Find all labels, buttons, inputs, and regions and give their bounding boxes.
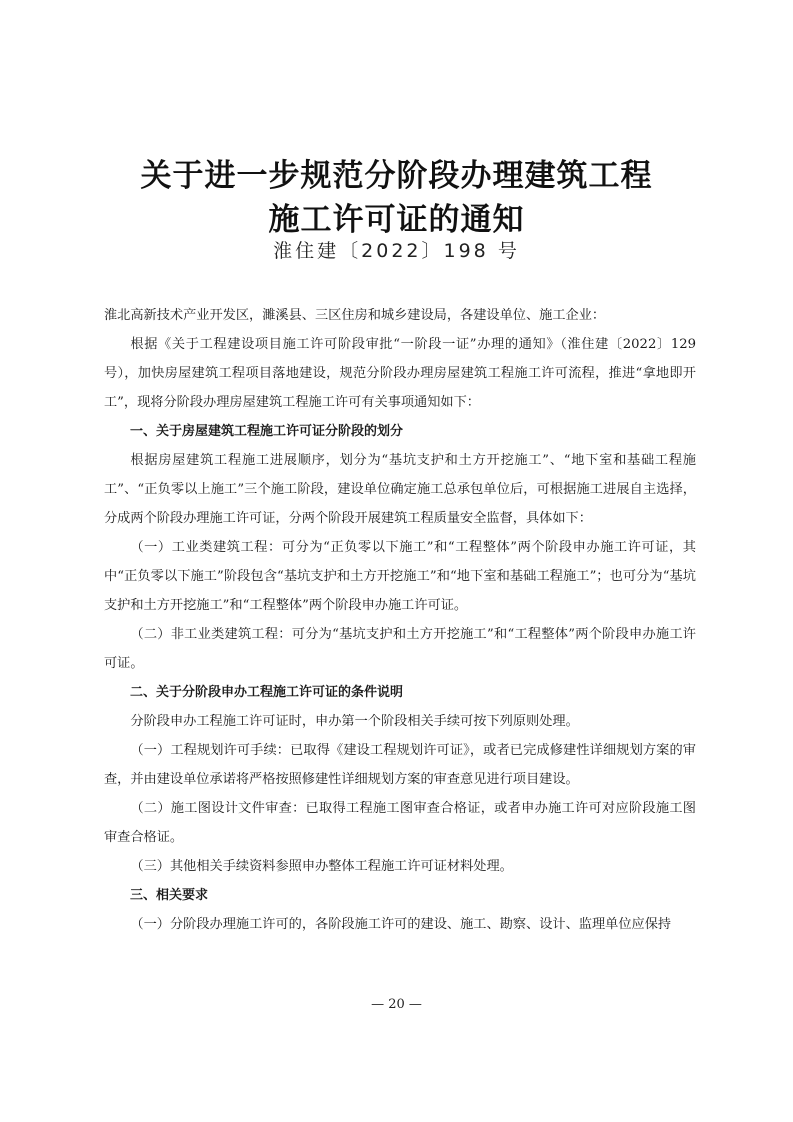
intro-paragraph: 根据《关于工程建设项目施工许可阶段审批“一阶段一证”办理的通知》（淮住建〔2022〕129号），加快房屋建筑工程项目落地建设，规范分阶段办理房屋建筑工程施工许可流程，推进“拿地即开工”，现将分阶段办理房屋建筑工程施工许可有关事项通知如下： bbox=[104, 337, 696, 410]
notice-title-line1: 关于进一步规范分阶段办理建筑工程 bbox=[140, 158, 653, 194]
section2-paragraph-1: 分阶段申办工程施工许可证时，申办第一个阶段相关手续可按下列原则处理。 bbox=[130, 714, 579, 729]
section2-paragraph-2: （一）工程规划许可手续：已取得《建设工程规划许可证》，或者已完成修建性详细规划方案的审查，并由建设单位承诺将严格按照修建性详细规划方案的审查意见进行项目建设。 bbox=[104, 743, 696, 787]
section1-paragraph-2: （一）工业类建筑工程：可分为“正负零以下施工”和“工程整体”两个阶段申办施工许可证，其中“正负零以下施工”阶段包含“基坑支护和土方开挖施工”和“地下室和基础工程施工”；也可分为“基坑支护和土方开挖施工”和“工程整体”两个阶段申办施工许可证。 bbox=[104, 540, 696, 613]
section1-paragraph-1: 根据房屋建筑工程施工进展顺序，划分为“基坑支护和土方开挖施工”、“地下室和基础工程施工”、“正负零以上施工”三个施工阶段，建设单位确定施工总承包单位后，可根据施工进展自主选择，分成两个阶段办理施工许可证，分两个阶段开展建筑工程质量安全监督，具体如下： bbox=[104, 453, 696, 526]
document-body bbox=[104, 301, 696, 939]
page-number: — 20 — bbox=[371, 997, 422, 1012]
section3-heading: 三、相关要求 bbox=[130, 888, 209, 903]
notice-title-line2: 施工许可证的通知 bbox=[268, 202, 525, 238]
section1-paragraph-3: （二）非工业类建筑工程：可分为“基坑支护和土方开挖施工”和“工程整体”两个阶段申办施工许可证。 bbox=[104, 627, 696, 671]
addressee: 淮北高新技术产业开发区，濉溪县、三区住房和城乡建设局，各建设单位、施工企业： bbox=[104, 308, 606, 323]
section3-paragraph-1: （一）分阶段办理施工许可的，各阶段施工许可的建设、施工、勘察、设计、监理单位应保持 bbox=[130, 917, 672, 932]
section2-paragraph-3: （二）施工图设计文件审查：已取得工程施工图审查合格证，或者申办施工许可对应阶段施工图审查合格证。 bbox=[104, 801, 696, 845]
section1-heading: 一、关于房屋建筑工程施工许可证分阶段的划分 bbox=[130, 424, 404, 439]
document-number: 淮住建〔2022〕198 号 bbox=[273, 240, 520, 262]
section2-heading: 二、关于分阶段申办工程施工许可证的条件说明 bbox=[130, 685, 404, 700]
section2-paragraph-4: （三）其他相关手续资料参照申办整体工程施工许可证材料处理。 bbox=[130, 859, 513, 874]
